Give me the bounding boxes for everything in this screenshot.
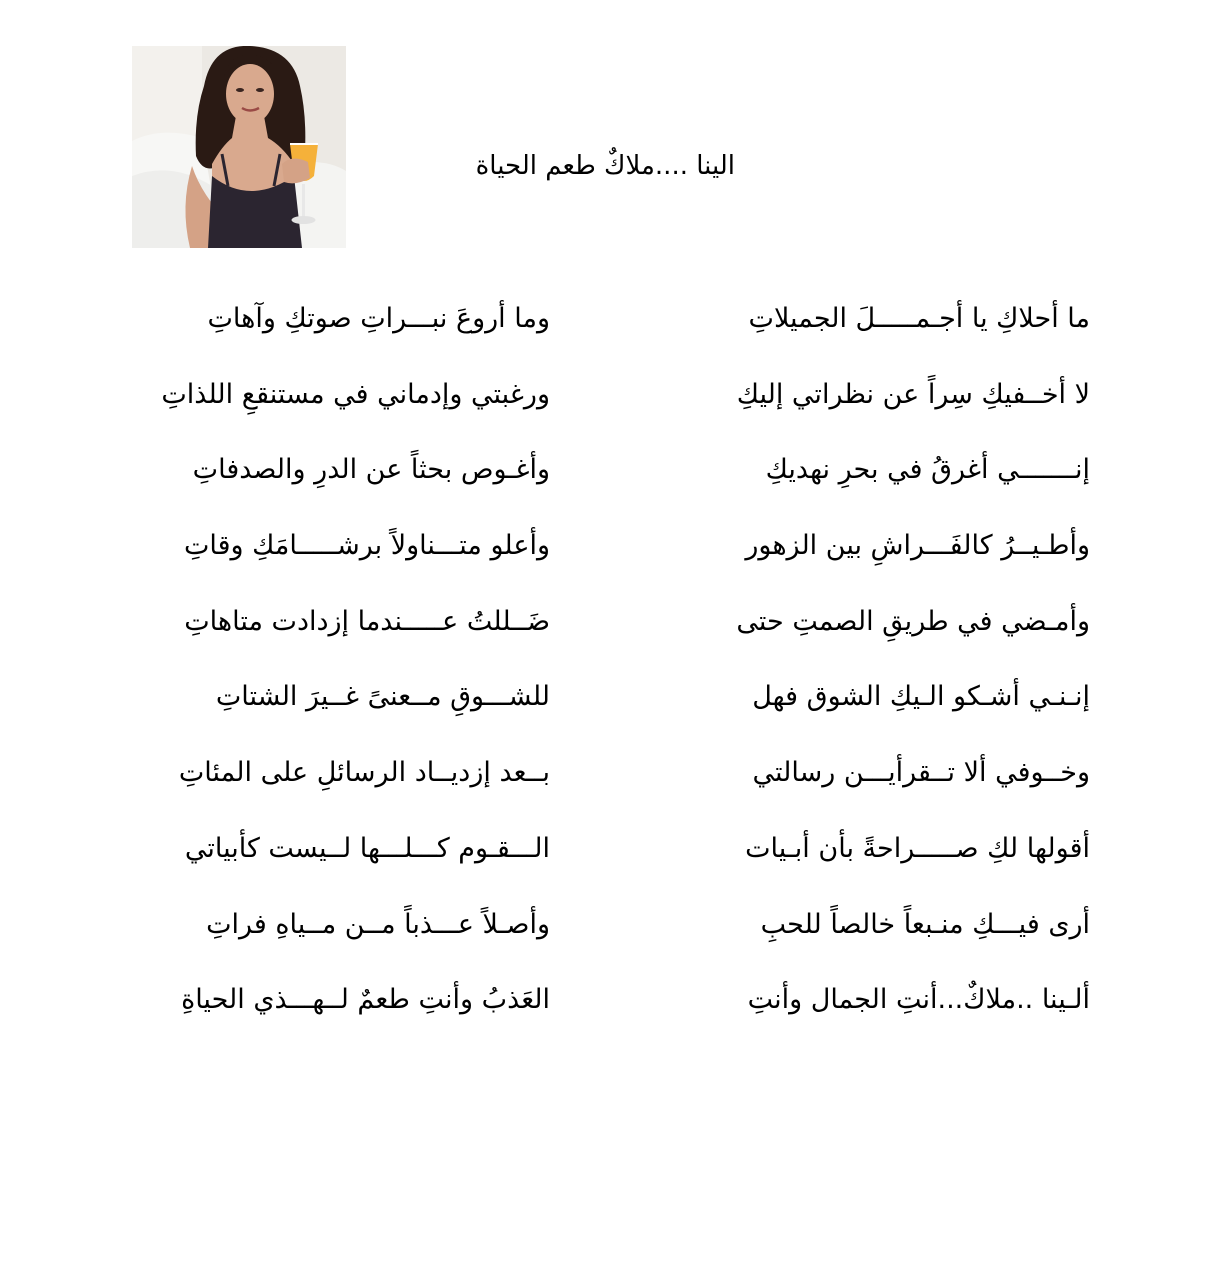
verse-second-hemistich: وأغـوص بحثاً عن الدرِ والصدفاتِ: [192, 454, 550, 486]
verse-row: [100, 519, 1090, 595]
verse-row: [100, 973, 1090, 1049]
verse-first-hemistich: إنـنـي أشـكو الـيكِ الشوق فهل: [752, 681, 1090, 713]
verse-row: [100, 670, 1090, 746]
verse-row: [100, 443, 1090, 519]
verse-second-hemistich: ضَــللتُ عـــــندما إزدادت متاهاتِ: [184, 605, 550, 637]
verse-row: [100, 368, 1090, 444]
verse-row: [100, 746, 1090, 822]
verse-second-hemistich: بــعد إزديــاد الرسائلِ على المئاتِ: [178, 757, 550, 789]
poem-title: الينا ....ملاكٌ طعم الحياة: [475, 151, 735, 181]
verse-first-hemistich: وأطـيــرُ كالفَـــراشِ بين الزهور: [745, 530, 1090, 562]
verse-row: [100, 898, 1090, 974]
verse-first-hemistich: أرى فيـــكِ منـبعاً خالصاً للحبِ: [760, 908, 1090, 940]
verse-first-hemistich: لا أخــفيكِ سِراً عن نظراتي إليكِ: [736, 378, 1090, 410]
verse-second-hemistich: ورغبتي وإدماني في مستنقعِ اللذاتِ: [161, 378, 550, 410]
poem-body: [100, 292, 1090, 1049]
verse-row: [100, 292, 1090, 368]
verse-first-hemistich: وأمـضي في طريقِ الصمتِ حتى: [736, 605, 1090, 637]
verse-row: [100, 595, 1090, 671]
verse-first-hemistich: ألـينا ..ملاكٌ...أنتِ الجمال وأنتِ: [747, 984, 1090, 1016]
verse-second-hemistich: للشـــوقِ مــعنىً غــيرَ الشتاتِ: [215, 681, 550, 713]
verse-first-hemistich: وخــوفي ألا تــقرأيـــن رسالتي: [752, 757, 1090, 789]
portrait-photo: [132, 46, 346, 248]
verse-second-hemistich: وما أروعَ نبـــراتِ صوتكِ وآهاتِ: [207, 303, 550, 334]
verse-first-hemistich: ما أحلاكِ يا أجـمـــــلَ الجميلاتِ: [748, 303, 1090, 334]
verse-second-hemistich: العَذبُ وأنتِ طعمٌ لــهـــذي الحياةِ: [181, 984, 550, 1016]
verse-second-hemistich: الـــقـوم كـــلـــها لــيست كأبياتي: [184, 832, 550, 864]
portrait-photo-icon: [132, 46, 346, 248]
verse-second-hemistich: وأعلو متـــناولاً برشـــــامَكِ وقاتِ: [183, 530, 550, 562]
verse-first-hemistich: إنـــــــي أغرقُ في بحرِ نهديكِ: [765, 454, 1090, 486]
verse-second-hemistich: وأصـلاً عـــذباً مــن مــياهِ فراتِ: [206, 908, 550, 940]
verse-first-hemistich: أقولها لكِ صـــــراحةً بأن أبـيات: [745, 832, 1090, 864]
verse-row: [100, 822, 1090, 898]
